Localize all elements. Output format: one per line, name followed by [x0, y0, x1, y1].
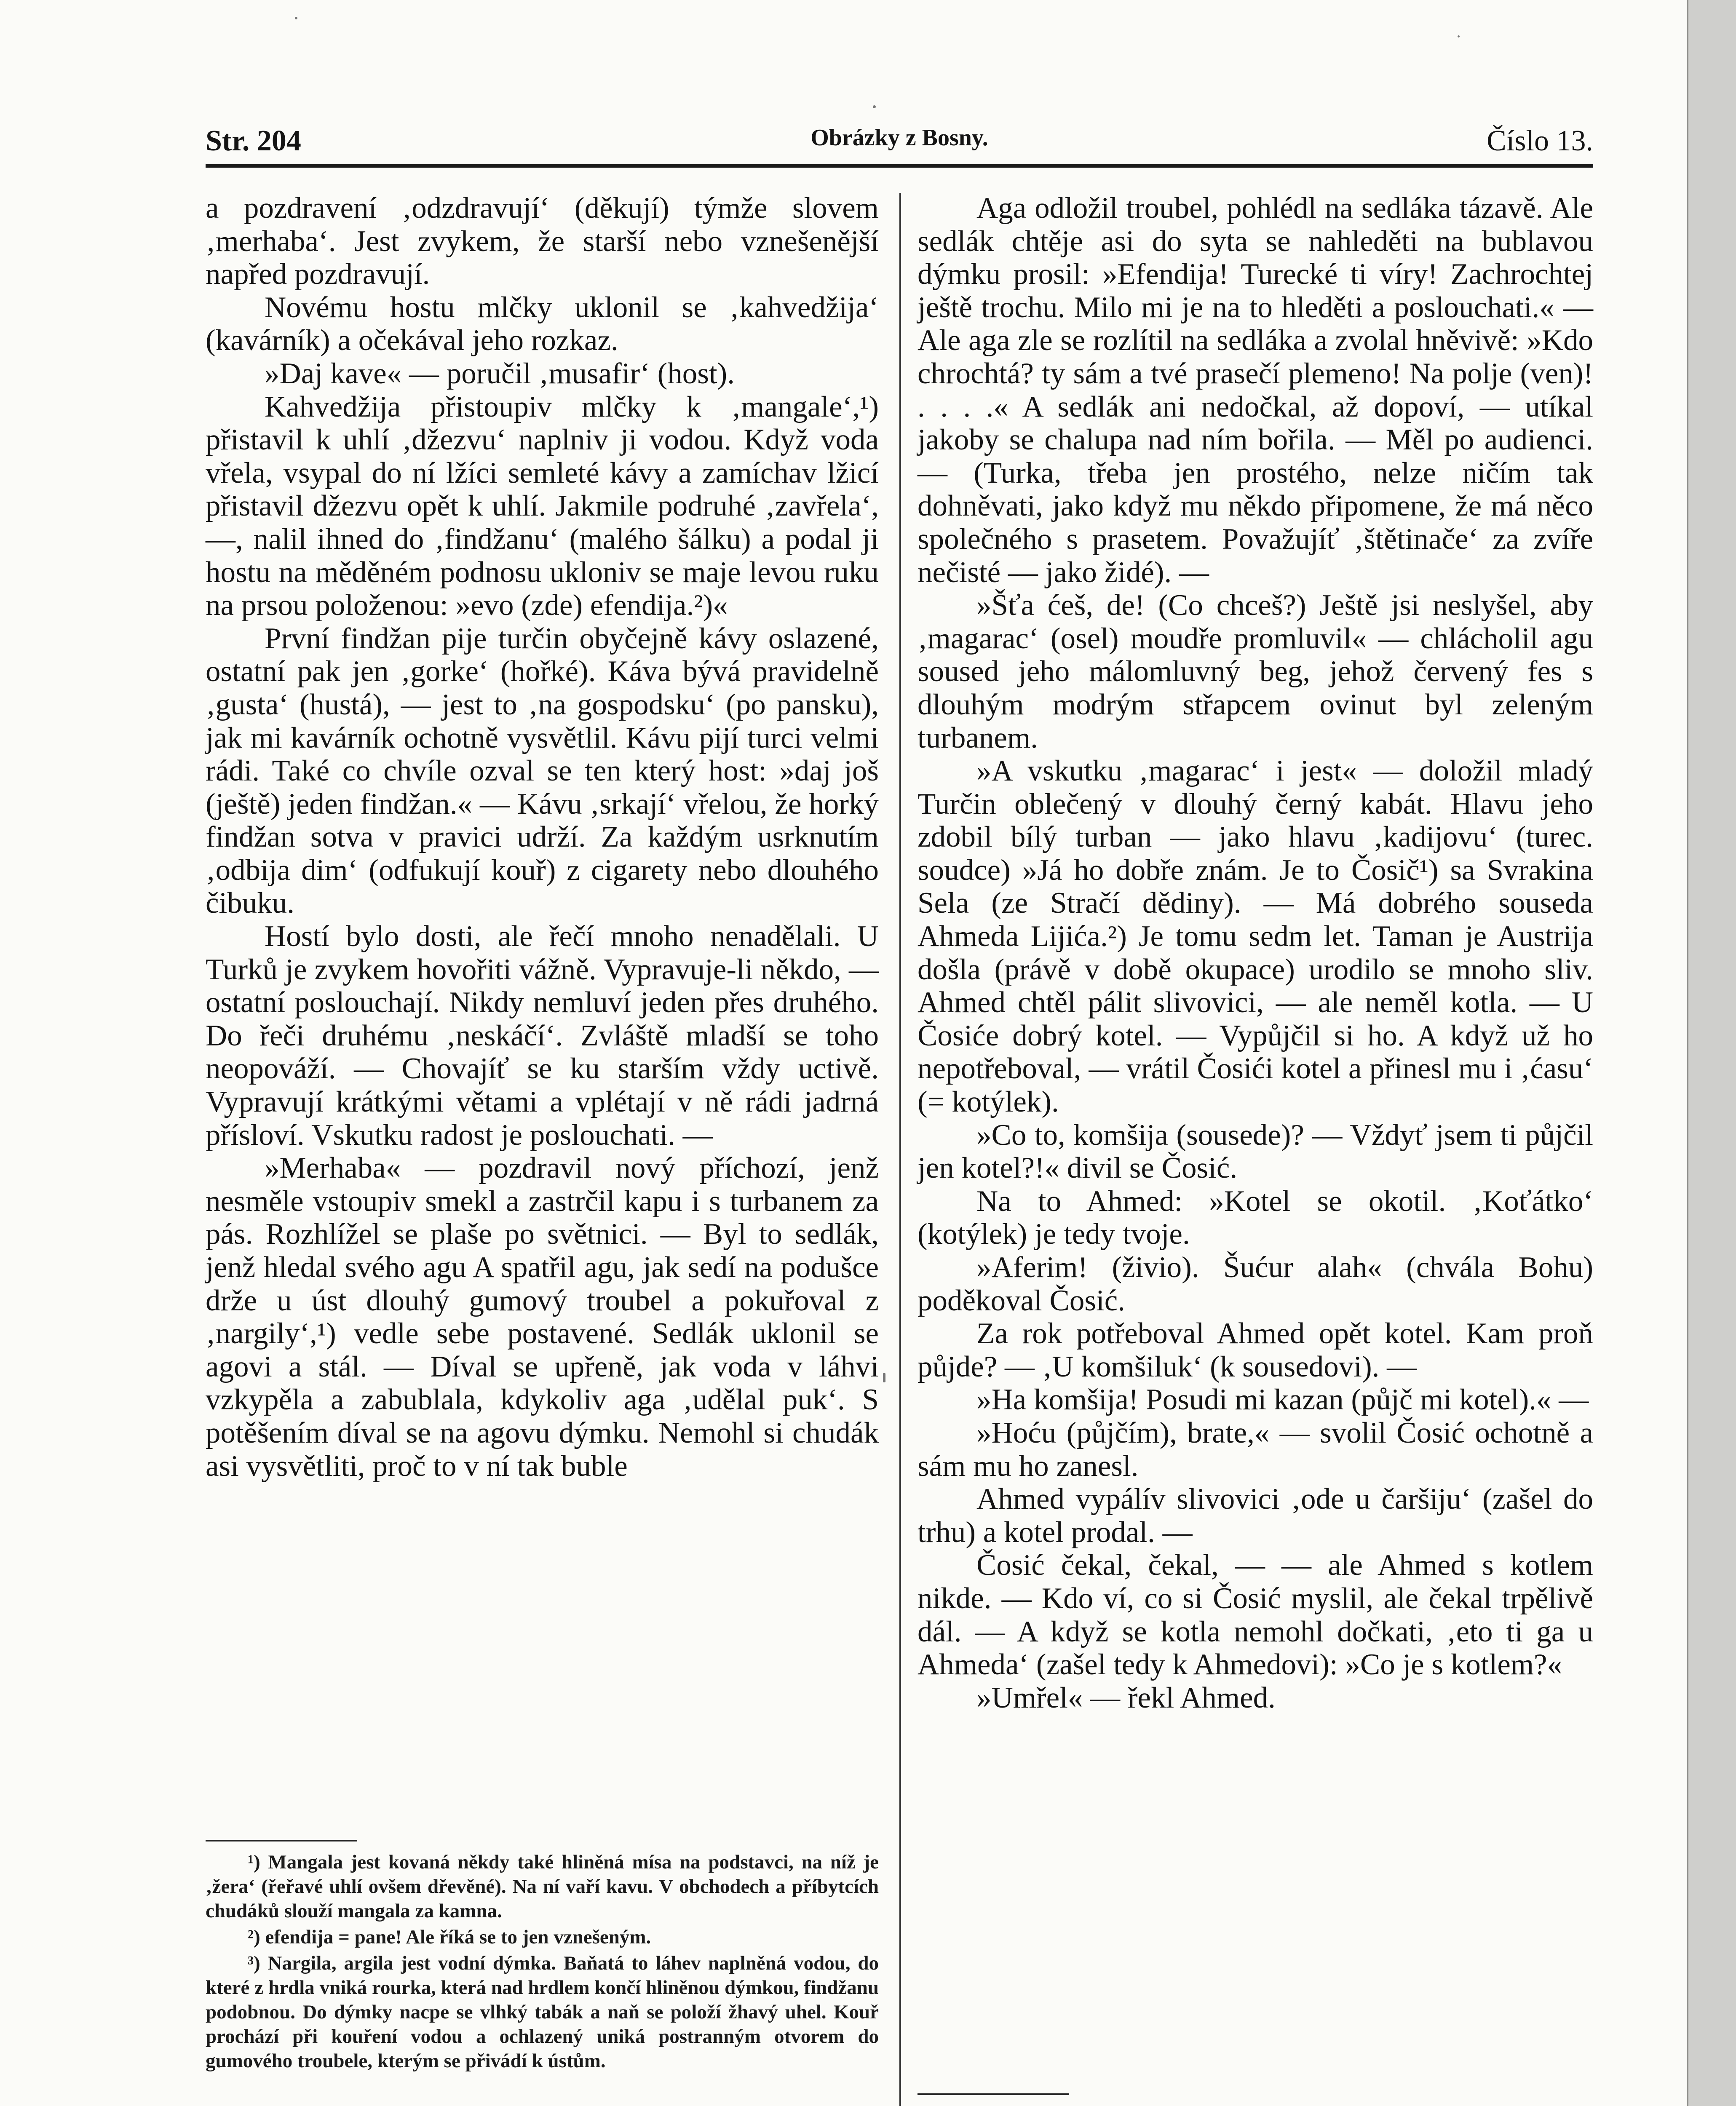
paragraph: Aga odložil troubel, pohlédl na sedláka tázavě. Ale sedlák chtěje asi do syta se nahleděti na bublavou dýmku prosil: »Efendija! Turecké ti víry! Zachrochtej ještě trochu. Milo mi je na to hleděti a poslouchati.« — Ale aga zle se rozlítil na sedláka a zvolal hněvivě: »Kdo chrochtá? ty sám a tvé prasečí plemeno! Na polje (ven)! . . . .« A sedlák ani nedočkal, až dopoví, — utíkal jakoby se chalupa nad ním bořila. — Měl po audienci. — (Turka, třeba jen prostého, nelze ničím tak dohněvati, jako když mu někdo připomene, že má něco společného s prasetem. Považujíť ‚štětinače‘ za zvíře nečisté — jako židé). — — [917, 192, 1593, 589]
running-title: Obrázky z Bosny. — [810, 125, 988, 151]
footnote: ³) Nargila, argila jest vodní dýmka. Baňatá to láhev naplněná vodou, do které z hrdla vniká rourka, která nad hrdlem končí hliněnou dýmkou, findžanu podobnou. Do dýmky nacpe se vlhký tabák a naň se položí žhavý uhel. Kouř prochází při kouření vodou a ochlazený uniká postranným otvorem do gumového troubele, kterým se přivádí k ústům. — [206, 1952, 879, 2072]
paragraph: První findžan pije turčin obyčejně kávy oslazené, ostatní pak jen ‚gorke‘ (hořké). Káva bývá pravidelně ‚gusta‘ (hustá), — jest to ‚na gospodsku‘ (po pansku), jak mi kavárník ochotně vysvětlil. Kávu pijí turci velmi rádi. Také co chvíle ozval se ten který host: »daj još (ještě) jeden findžan.« — Kávu ‚srkají‘ vřelou, že horký findžan sotva v pravici udrží. Za každým usrknutím ‚odbija dim‘ (odfukují kouř) z cigarety nebo dlouhého čibuku. — [206, 622, 879, 920]
paragraph: »Daj kave« — poručil ‚musafir‘ (host). — [265, 357, 735, 390]
footnote-rule — [917, 2093, 1069, 2095]
footnote-rule — [206, 1840, 357, 1841]
left-footnotes — [206, 1850, 879, 2075]
paragraph: Za rok potřeboval Ahmed opět kotel. Kam proň půjde? — ‚U komšiluk‘ (k sousedovi). — — [917, 1317, 1593, 1383]
paragraph: Hostí bylo dosti, ale řečí mnoho nenadělali. U Turků je zvykem hovořiti vážně. Vypravuje-li někdo, — ostatní poslouchají. Nikdy nemluví jeden přes druhého. Do řeči druhému ‚neskáčí‘. Zvláště mladší se toho neopováží. — Chovajíť se ku starším vždy uctivě. Vypravují krátkými větami a vplétají v ně rádi jadrná přísloví. Vskutku radost je poslouchati. — — [206, 920, 879, 1152]
paragraph: »Hoću (půjčím), brate,« — svolil Čosić ochotně a sám mu ho zanesl. — [917, 1416, 1593, 1483]
paragraph: »Šťa ćeš, de! (Co chceš?) Ještě jsi neslyšel, aby ‚magarac‘ (osel) moudře promluvil« — chlácholil agu soused jeho málomluvný beg, jehož červený fes s dlouhým modrým střapcem ovinut byl zeleným turbanem. — [917, 589, 1593, 754]
footnote: ¹) Mangala jest kovaná někdy také hliněná mísa na podstavci, na níž je ‚žera‘ (řeřavé uhlí ovšem dřevěné). Na ní vaří kavu. V obchodech a příbytcích chudáků slouží mangala za kamna. — [206, 1851, 879, 1922]
column-divider — [899, 193, 901, 2106]
page-number: Str. 204 — [206, 125, 301, 157]
paragraph: Novému hostu mlčky uklonil se ‚kahvedžija‘ (kavárník) a očekával jeho rozkaz. — [206, 291, 879, 357]
running-header — [206, 124, 1593, 158]
paragraph: »Merhaba« — pozdravil nový příchozí, jenž nesměle vstoupiv smekl a zastrčil kapu i s turbanem za pás. Rozhlížel se plaše po světnici. — Byl to sedlák, jenž hledal svého agu A spatřil agu, jak sedí na podušce drže u úst dlouhý gumový troubel a pokuřoval z ‚nargily‘,¹) vedle sebe postavené. Sedlák uklonil se agovi a stál. — Díval se upřeně, jak voda v láhvi vzkypěla a zabublala, kdykoliv aga ‚udělal puk‘. S potěšením díval se na agovu dýmku. Nemohl si chudák asi vysvětliti, proč to v ní tak buble — [206, 1152, 879, 1483]
paragraph: »A vskutku ‚magarac‘ i jest« — doložil mladý Turčin oblečený v dlouhý černý kabát. Hlavu jeho zdobil bílý turban — jako hlavu ‚kadijovu‘ (turec. soudce) »Já ho dobře znám. Je to Čosič¹) sa Svrakina Sela (ze Stračí dědiny). — Má dobrého souseda Ahmeda Lijića.²) Je tomu sedm let. Taman je Austrija došla (právě v době okupace) urodilo se mnoho sliv. Ahmed chtěl pálit slivovici, — ale neměl kotla. — U Čosiće dobrý kotel. — Vypůjčil si ho. A když už ho nepotřeboval, — vrátil Čosići kotel a přinesl mu i ‚ćasu‘ (= kotýlek). — [917, 754, 1593, 1119]
paragraph: »Umřel« — řekl Ahmed. — [976, 1681, 1276, 1714]
paragraph: »Ha komšija! Posudi mi kazan (půjč mi kotel).« — — [976, 1383, 1589, 1416]
paragraph: »Aferim! (živio). Šućur alah« (chvála Bohu) poděkoval Čosić. — [917, 1251, 1593, 1317]
right-column — [917, 192, 1593, 1714]
paragraph: Na to Ahmed: »Kotel se okotil. ‚Koťátko‘ (kotýlek) je tedy tvoje. — [917, 1184, 1593, 1251]
paragraph: Čosić čekal, čekal, — — ale Ahmed s kotlem nikde. — Kdo ví, co si Čosić myslil, ale čekal trpělivě dál. — A když se kotla nemohl dočkati, ‚eto ti ga u Ahmeda‘ (zašel tedy k Ahmedovi): »Co je s kotlem?« — [917, 1549, 1593, 1681]
paragraph: Kahvedžija přistoupiv mlčky k ‚mangale‘,¹) přistavil k uhlí ‚džezvu‘ naplniv ji vodou. Když voda vřela, vsypal do ní lžíci semleté kávy a zamíchav lžicí přistavil džezvu opět k uhlí. Jakmile podruhé ‚zavřela‘, —, nalil ihned do ‚findžanu‘ (malého šálku) a podal ji hostu na měděném podnosu ukloniv se maje levou ruku na prsou položenou: »evo (zde) efendija.²)« — [206, 390, 879, 622]
paragraph: a pozdravení ‚odzdravují‘ (děkují) týmže slovem ‚merhaba‘. Jest zvykem, že starší nebo vznešenější napřed pozdravují. — [206, 192, 879, 291]
issue-number: Číslo 13. — [1487, 125, 1593, 157]
paragraph: »Co to, komšija (sousede)? — Vždyť jsem ti půjčil jen kotel?!« divil se Čosić. — [917, 1118, 1593, 1185]
paragraph: Ahmed vypálív slivovici ‚ode u čaršiju‘ (zašel do trhu) a kotel prodal. — — [917, 1483, 1593, 1549]
scan-page-edge — [1687, 0, 1736, 2106]
left-column — [206, 192, 879, 1483]
footnote: ²) efendija = pane! Ale říká se to jen vznešeným. — [248, 1926, 651, 1948]
header-rule — [206, 164, 1593, 168]
